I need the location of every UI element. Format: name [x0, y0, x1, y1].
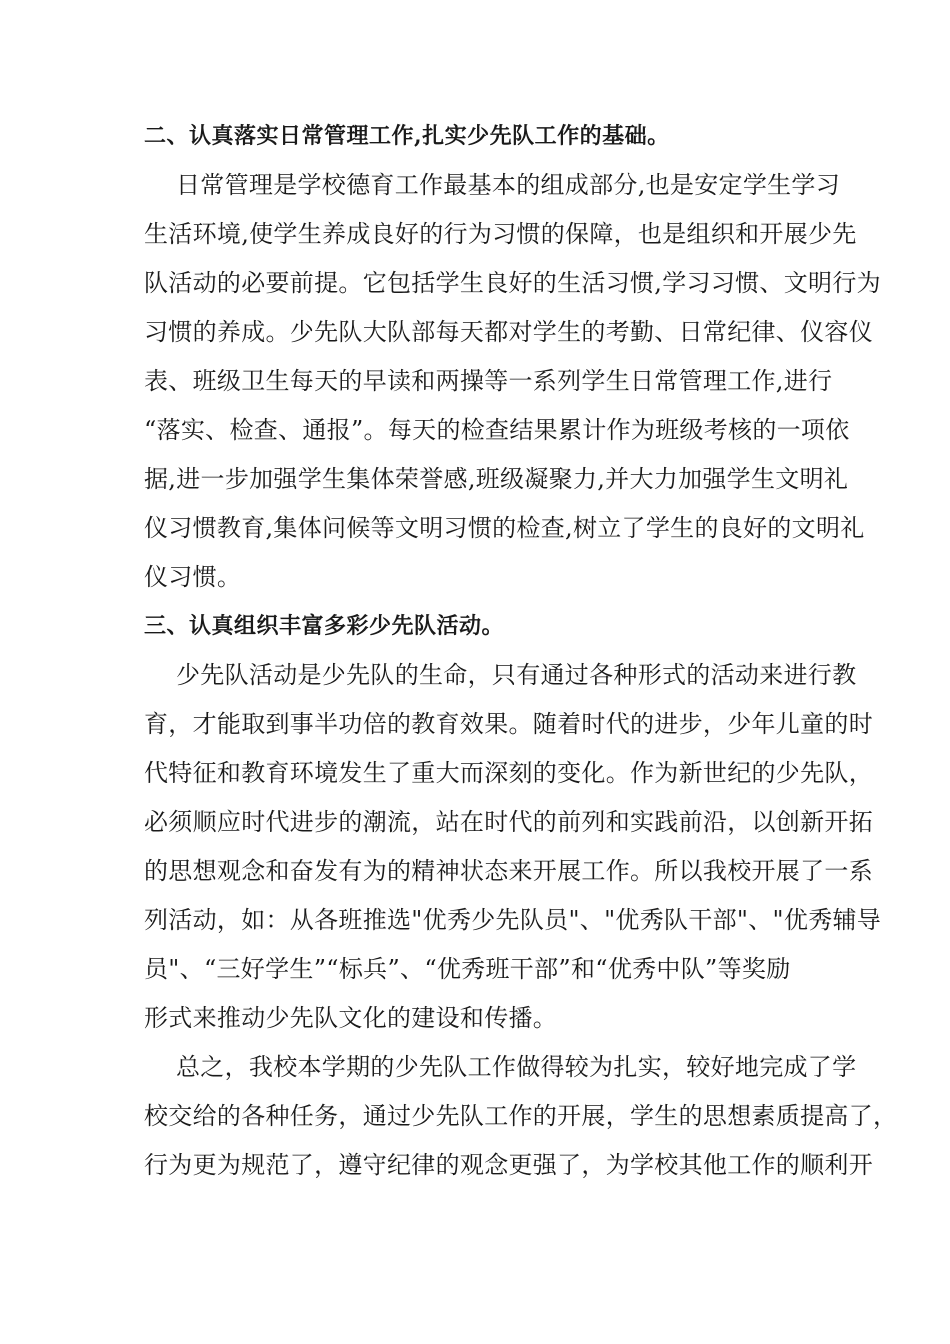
section-heading-2: 二、认真落实日常管理工作,扎实少先队工作的基础。 [144, 123, 670, 149]
paragraph-line: “落实、检查、通报”。每天的检查结果累计作为班级考核的一项依 [144, 416, 850, 444]
paragraph-line: 习惯的养成。少先队大队部每天都对学生的考勤、日常纪律、仪容仪 [144, 318, 873, 346]
paragraph-line: 列活动，如：从各班推选"优秀少先队员"、"优秀队干部"、"优秀辅导 [144, 906, 882, 934]
paragraph-line: 总之，我校本学期的少先队工作做得较为扎实，较好地完成了学 [176, 1053, 857, 1081]
paragraph-line: 员"、“三好学生”“标兵”、“优秀班干部”和“优秀中队”等奖励 [144, 955, 791, 983]
paragraph-line: 行为更为规范了，遵守纪律的观念更强了，为学校其他工作的顺利开 [144, 1151, 873, 1179]
paragraph-line: 形式来推动少先队文化的建设和传播。 [144, 1004, 558, 1032]
paragraph-line: 校交给的各种任务，通过少先队工作的开展，学生的思想素质提高了， [144, 1102, 898, 1130]
section-2-paragraph [144, 161, 881, 602]
paragraph-line: 少先队活动是少先队的生命，只有通过各种形式的活动来进行教 [176, 661, 857, 689]
paragraph-line: 据,进一步加强学生集体荣誉感,班级凝聚力,并大力加强学生文明礼 [144, 465, 849, 493]
conclusion-paragraph [144, 1043, 898, 1190]
paragraph-line: 表、班级卫生每天的早读和两操等一系列学生日常管理工作,进行 [144, 367, 833, 395]
paragraph-line: 必须顺应时代进步的潮流，站在时代的前列和实践前沿，以创新开拓 [144, 808, 873, 836]
paragraph-line: 日常管理是学校德育工作最基本的组成部分,也是安定学生学习 [176, 171, 841, 199]
paragraph-line: 仪习惯教育,集体问候等文明习惯的检查,树立了学生的良好的文明礼 [144, 514, 865, 542]
paragraph-line: 仪习惯。 [144, 563, 242, 591]
section-3-paragraph [144, 651, 882, 1043]
section-heading-3: 三、认真组织丰富多彩少先队活动。 [144, 613, 505, 639]
document-body [144, 112, 898, 1190]
paragraph-line: 育，才能取到事半功倍的教育效果。随着时代的进步，少年儿童的时 [144, 710, 873, 738]
paragraph-line: 的思想观念和奋发有为的精神状态来开展工作。所以我校开展了一系 [144, 857, 873, 885]
paragraph-line: 队活动的必要前提。它包括学生良好的生活习惯,学习习惯、文明行为 [144, 269, 881, 297]
paragraph-line: 生活环境,使学生养成良好的行为习惯的保障，也是组织和开展少先 [144, 220, 857, 248]
paragraph-line: 代特征和教育环境发生了重大而深刻的变化。作为新世纪的少先队， [144, 759, 873, 787]
